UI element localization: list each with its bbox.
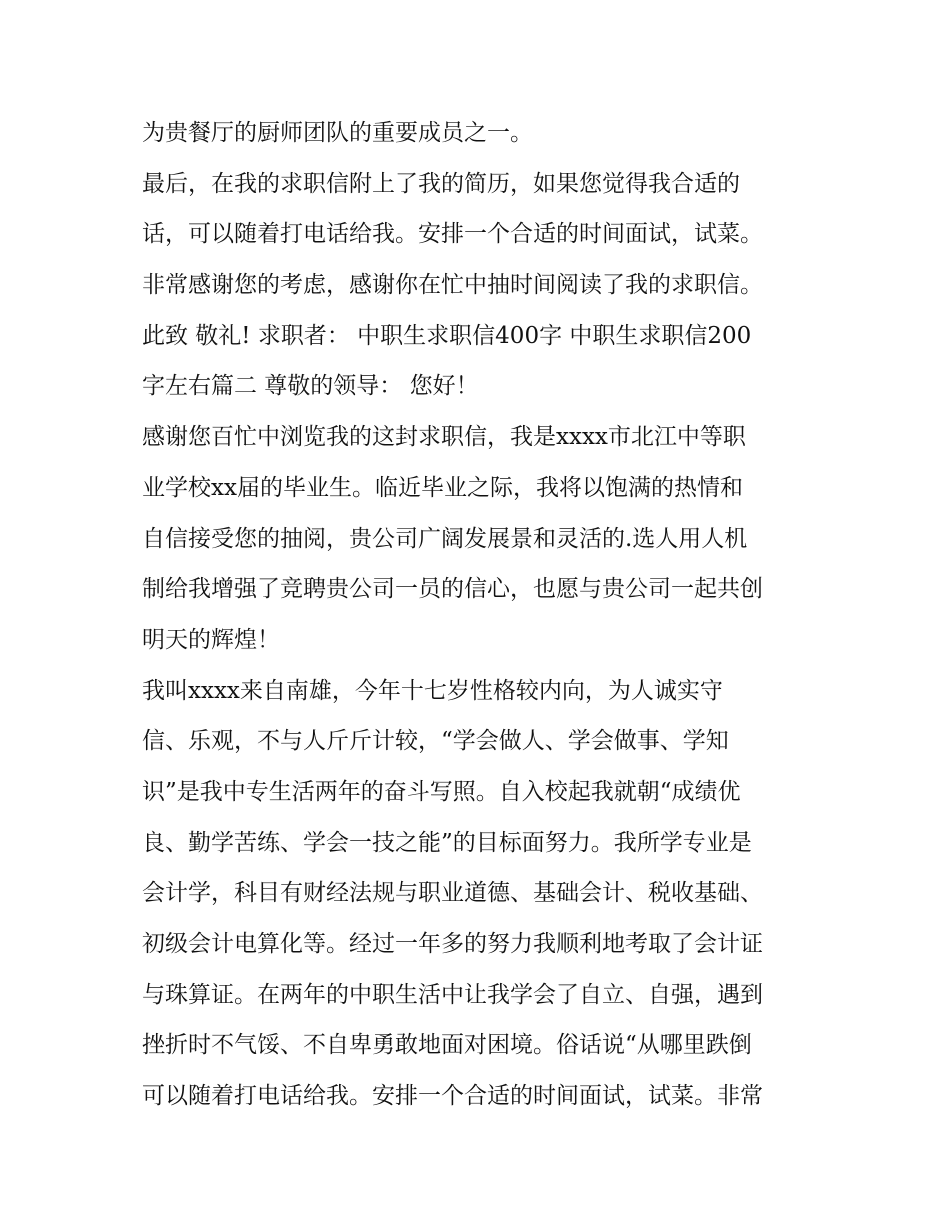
text-line: 我叫xxxx来自南雄，今年十七岁性格较内向，为人诚实守 — [142, 677, 723, 704]
text-line: 明天的辉煌！ — [142, 626, 280, 653]
text-line: 制给我增强了竞聘贵公司一员的信心，也愿与贵公司一起共创 — [142, 576, 763, 603]
text-line: 字左右篇二 尊敬的领导： 您好！ — [142, 373, 479, 400]
text-line: 为贵餐厅的厨师团队的重要成员之一。 — [142, 120, 533, 146]
text-line: 挫折时不气馁、不自卑勇敢地面对困境。俗话说“从哪里跌倒 — [142, 1032, 752, 1059]
text-line: 非常感谢您的考虑，感谢你在忙中抽时间阅读了我的求职信。 — [142, 272, 763, 299]
text-line: 话，可以随着打电话给我。安排一个合适的时间面试，试菜。 — [142, 221, 763, 248]
text-line: 可以随着打电话给我。安排一个合适的时间面试，试菜。非常 — [142, 1083, 763, 1110]
text-line: 会计学，科目有财经法规与职业道德、基础会计、税收基础、 — [142, 880, 763, 907]
text-line: 最后，在我的求职信附上了我的简历，如果您觉得我合适的 — [142, 170, 740, 197]
text-line: 感谢您百忙中浏览我的这封求职信，我是xxxx市北江中等职 — [142, 424, 746, 451]
body-text — [142, 108, 832, 1122]
text-line: 业学校xx届的毕业生。临近毕业之际，我将以饱满的热情和 — [142, 474, 743, 501]
text-line: 与珠算证。在两年的中职生活中让我学会了自立、自强，遇到 — [142, 981, 763, 1008]
text-line: 信、乐观，不与人斤斤计较，“学会做人、学会做事、学知 — [142, 728, 729, 755]
text-line: 初级会计电算化等。经过一年多的努力我顺利地考取了会计证 — [142, 931, 763, 957]
text-line: 良、勤学苦练、学会一技之能”的目标面努力。我所学专业是 — [142, 829, 752, 856]
text-line: 识”是我中专生活两年的奋斗写照。自入校起我就朝“成绩优 — [142, 778, 741, 805]
text-line: 此致 敬礼! 求职者： 中职生求职信400字 中职生求职信200 — [142, 322, 752, 349]
text-line: 自信接受您的抽阅，贵公司广阔发展景和灵活的.选人用人机 — [142, 525, 748, 552]
